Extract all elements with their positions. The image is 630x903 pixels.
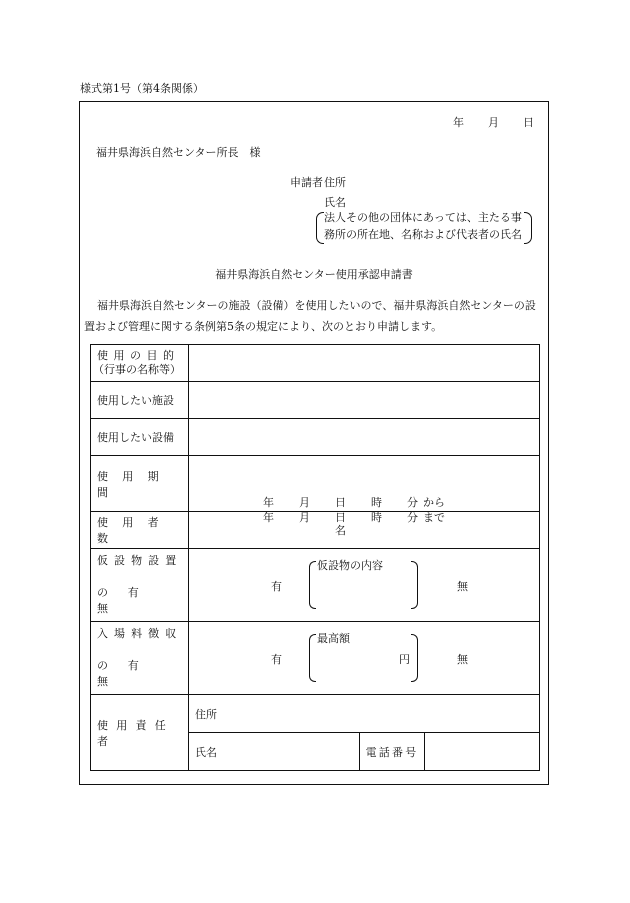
application-form (79, 101, 549, 785)
fee-label-line-1: 入場料徴収 (97, 627, 183, 640)
temporary-yes[interactable]: 有 (271, 580, 282, 593)
period-to-month: 月 (299, 510, 310, 524)
fee-left-bracket (309, 634, 316, 682)
period-from (263, 496, 445, 510)
period-from-hour: 時 (371, 495, 382, 509)
body-text: 福井県海浜自然センターの施設（設備）を使用したいので、福井県海浜自然センターの設置および管理に関する条例第5条の規定により、次のとおり申請します。 (84, 299, 536, 333)
period-label: 使用期間 (91, 456, 189, 512)
fee-yes[interactable]: 有 (271, 653, 282, 666)
applicant-name-label[interactable]: 氏名 (324, 196, 346, 209)
responsible-phone-field[interactable] (425, 733, 540, 770)
row-purpose (91, 345, 540, 382)
corporate-note-line-2: 務所の所在地、名称および代表者の氏名 (324, 228, 522, 241)
users-label: 使用者数 (91, 512, 189, 549)
equipment-field[interactable] (189, 419, 540, 456)
period-field[interactable] (189, 456, 540, 524)
temporary-label-line-1: 仮設物設置 (97, 554, 183, 567)
fee-no[interactable]: 無 (457, 653, 468, 666)
date-month[interactable]: 月 (488, 116, 499, 129)
document-title: 福井県海浜自然センター使用承認申請書 (215, 268, 413, 281)
temporary-label (91, 549, 189, 622)
equipment-label: 使用したい設備 (91, 419, 189, 456)
temporary-left-bracket (309, 561, 316, 609)
period-to-day: 日 (335, 510, 346, 524)
date-day[interactable]: 日 (523, 116, 534, 129)
purpose-label-line-1: 使用の目的 (97, 349, 180, 362)
corporate-note-line-1: 法人その他の団体にあっては、主たる事 (324, 211, 522, 224)
fee-max-label: 最高額 (317, 632, 350, 645)
responsible-label: 使用責任者 (91, 695, 189, 771)
applicant-label: 申請者 (290, 176, 323, 189)
facility-label: 使用したい施設 (91, 382, 189, 419)
date-line (429, 114, 534, 130)
temporary-label-line-2: の有無 (97, 586, 159, 615)
purpose-label-line-2: （行事の名称等） (93, 363, 181, 376)
responsible-name-row (189, 733, 540, 771)
responsible-phone-label: 電話番号 (360, 733, 425, 770)
left-bracket (316, 212, 324, 244)
period-from-month: 月 (299, 495, 310, 509)
purpose-label (91, 345, 189, 382)
responsible-address-field[interactable] (189, 695, 540, 733)
responsible-address-label: 住所 (195, 707, 217, 721)
temporary-field[interactable] (189, 549, 540, 622)
fee-label-line-2: の有無 (97, 659, 159, 688)
application-table (90, 344, 540, 771)
period-to-suffix: まで (423, 510, 445, 524)
row-facility (91, 382, 540, 419)
responsible-name-subtable (189, 733, 539, 770)
users-unit: 名 (335, 524, 346, 537)
responsible-name-label: 氏名 (195, 745, 217, 759)
row-equipment (91, 419, 540, 456)
period-to (263, 511, 445, 525)
temporary-content-label: 仮設物の内容 (317, 559, 383, 572)
period-from-minute: 分 (407, 495, 418, 509)
date-year[interactable]: 年 (453, 116, 464, 129)
row-period (91, 456, 540, 512)
fee-right-bracket (411, 634, 418, 682)
period-from-year: 年 (263, 495, 274, 509)
period-to-minute: 分 (407, 510, 418, 524)
fee-field[interactable] (189, 622, 540, 695)
applicant-address-label[interactable]: 住所 (324, 176, 346, 189)
right-bracket (524, 212, 532, 244)
row-temporary (91, 549, 540, 622)
period-to-year: 年 (263, 510, 274, 524)
addressee: 福井県海浜自然センター所長 様 (96, 146, 261, 159)
fee-label (91, 622, 189, 695)
period-from-day: 日 (335, 495, 346, 509)
row-fee (91, 622, 540, 695)
facility-field[interactable] (189, 382, 540, 419)
purpose-field[interactable] (189, 345, 540, 382)
corporate-note (316, 209, 532, 243)
temporary-no[interactable]: 無 (457, 580, 468, 593)
row-responsible (91, 695, 540, 733)
temporary-right-bracket (411, 561, 418, 609)
period-from-suffix: から (423, 495, 445, 509)
form-number: 様式第1号（第4条関係） (80, 82, 204, 95)
fee-unit: 円 (399, 653, 410, 666)
period-to-hour: 時 (371, 510, 382, 524)
responsible-name-field[interactable] (189, 733, 360, 770)
